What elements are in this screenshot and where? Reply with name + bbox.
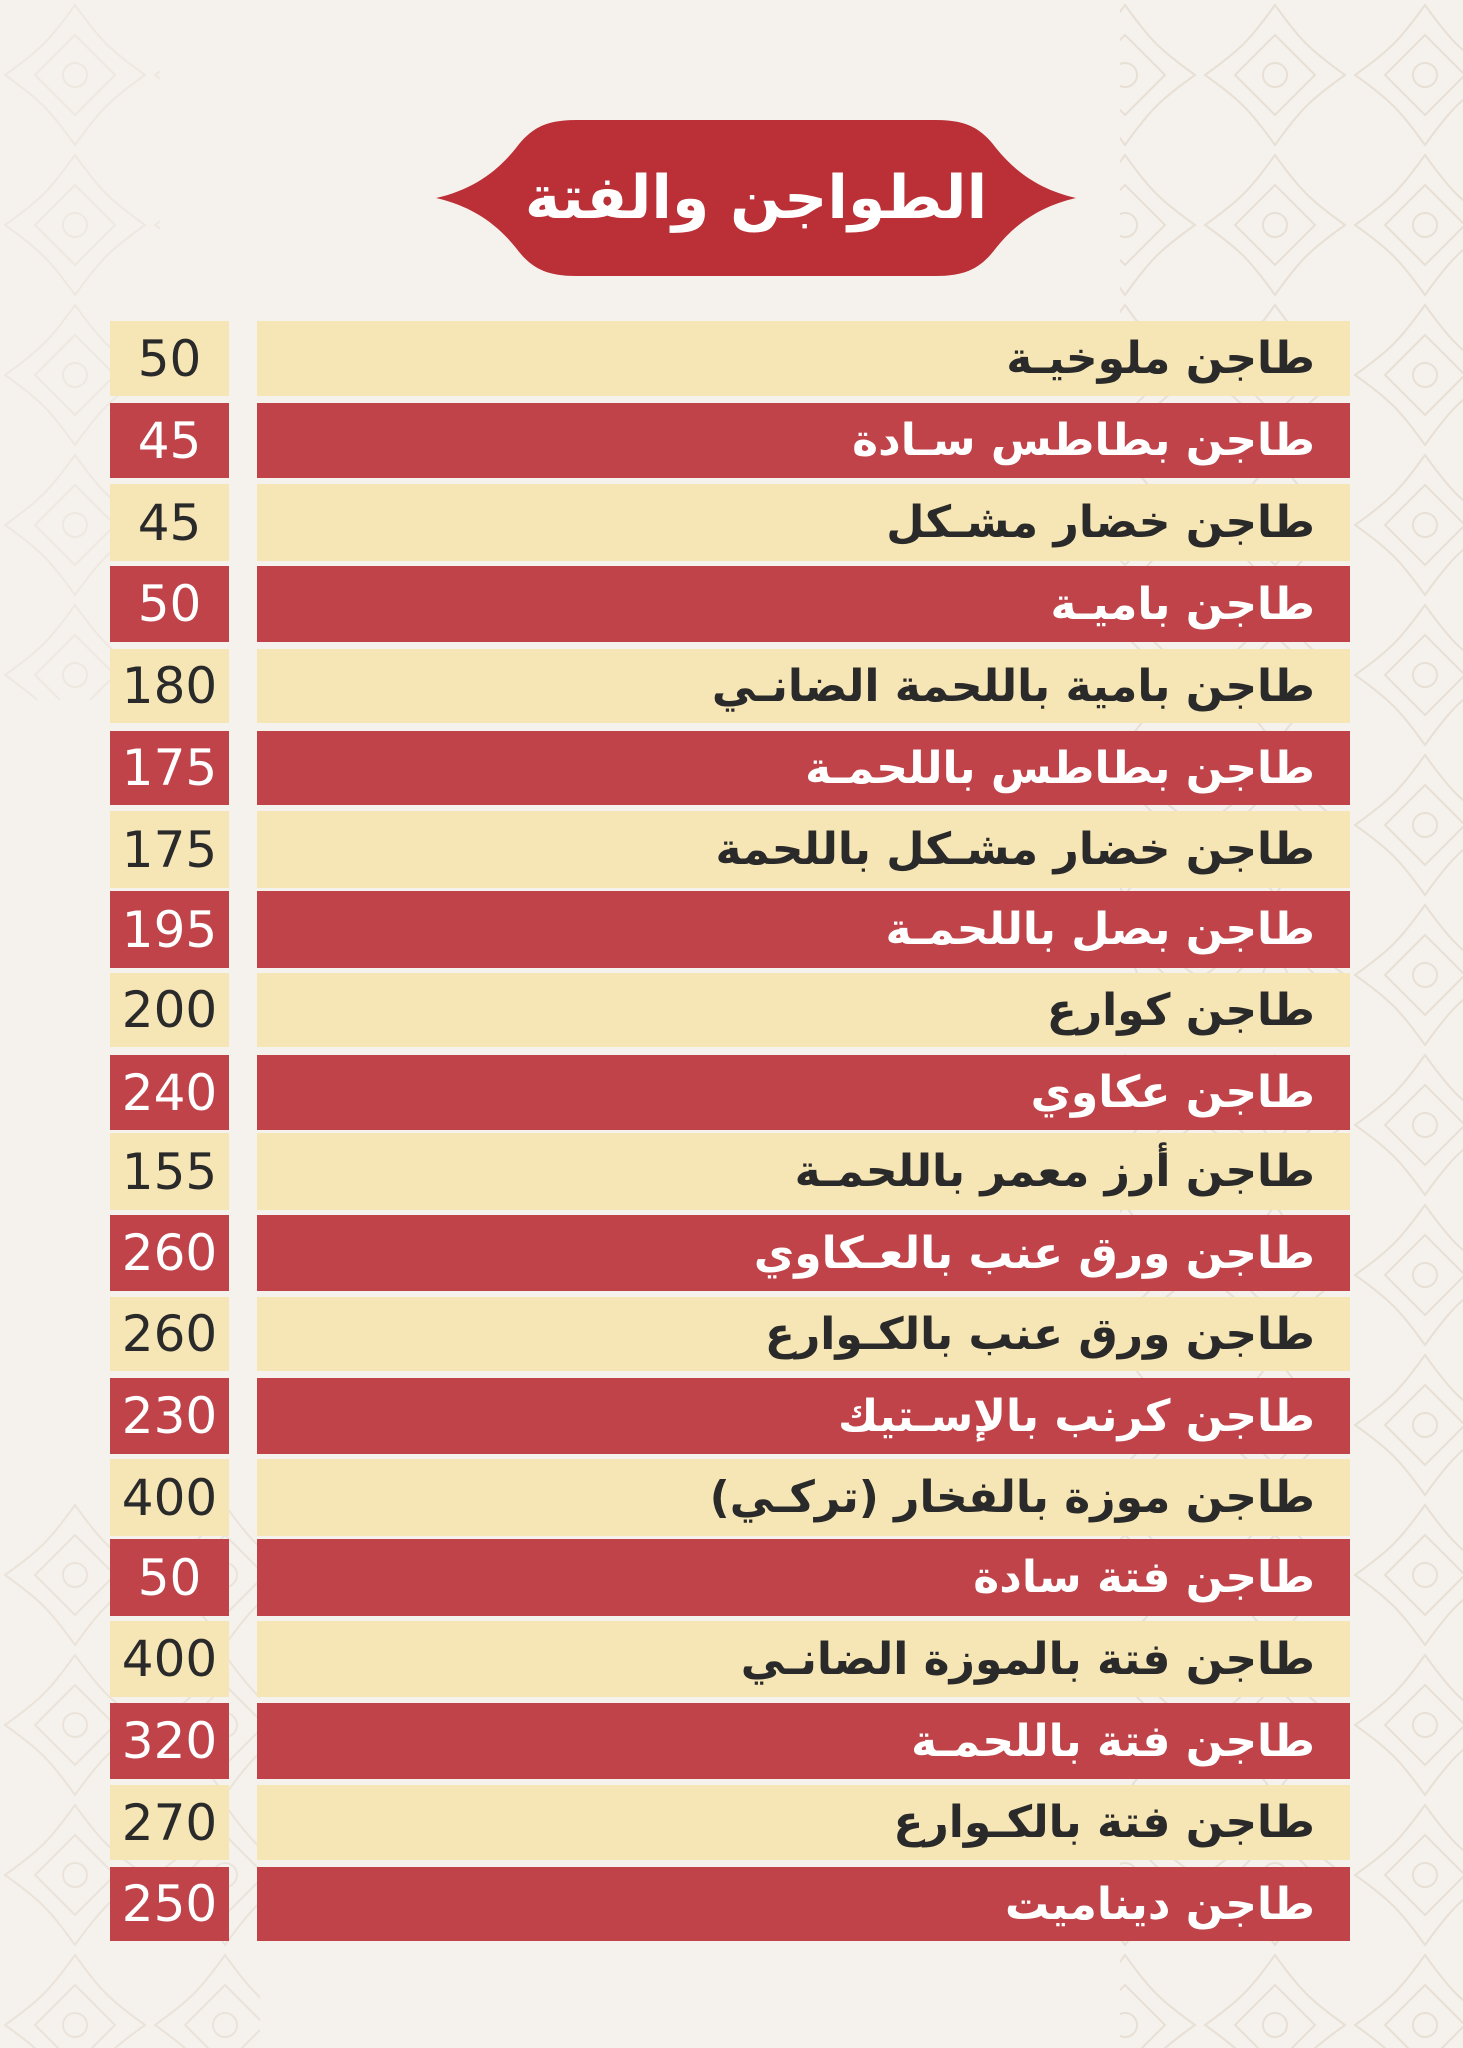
menu-item-price: 260 — [110, 1215, 229, 1291]
menu-item-price: 250 — [110, 1867, 229, 1941]
menu-item-price: 155 — [110, 1133, 229, 1210]
menu-item-price: 400 — [110, 1459, 229, 1536]
menu-item-name: طاجن باميـة — [257, 566, 1350, 642]
menu-item-price: 240 — [110, 1055, 229, 1130]
menu-item-name: طاجن ورق عنب بالكـوارع — [257, 1297, 1350, 1371]
menu-item-row — [0, 891, 1463, 968]
menu-item-name: طاجن خضار مشـكل باللحمة — [257, 811, 1350, 888]
menu-item-row — [0, 1867, 1463, 1941]
menu-item-name: طاجن ملوخيـة — [257, 321, 1350, 396]
menu-item-price: 230 — [110, 1378, 229, 1454]
menu-item-row — [0, 973, 1463, 1047]
menu-item-price: 200 — [110, 973, 229, 1047]
menu-item-name: طاجن عكاوي — [257, 1055, 1350, 1130]
menu-item-name: طاجن أرز معمر باللحمـة — [257, 1133, 1350, 1210]
menu-item-name: طاجن خضار مشـكل — [257, 484, 1350, 561]
menu-item-name: طاجن موزة بالفخار (تركـي) — [257, 1459, 1350, 1536]
menu-item-name: طاجن ورق عنب بالعـكاوي — [257, 1215, 1350, 1291]
menu-item-price: 400 — [110, 1621, 229, 1697]
menu-item-row — [0, 1539, 1463, 1616]
menu-item-price: 260 — [110, 1297, 229, 1371]
menu-item-row — [0, 484, 1463, 561]
menu-item-row — [0, 1055, 1463, 1130]
menu-item-name: طاجن كوارع — [257, 973, 1350, 1047]
menu-item-row — [0, 1459, 1463, 1536]
menu-item-row — [0, 1621, 1463, 1697]
menu-item-price: 50 — [110, 566, 229, 642]
menu-item-name: طاجن فتة بالموزة الضانـي — [257, 1621, 1350, 1697]
menu-item-price: 45 — [110, 403, 229, 478]
menu-item-price: 270 — [110, 1785, 229, 1860]
menu-item-row — [0, 811, 1463, 888]
menu-item-name: طاجن بطاطس سـادة — [257, 403, 1350, 478]
menu-item-price: 45 — [110, 484, 229, 561]
menu-item-name: طاجن بصل باللحمـة — [257, 891, 1350, 968]
menu-item-price: 195 — [110, 891, 229, 968]
menu-item-row — [0, 649, 1463, 723]
menu-item-price: 180 — [110, 649, 229, 723]
menu-item-row — [0, 1215, 1463, 1291]
menu-item-row — [0, 1703, 1463, 1779]
menu-item-row — [0, 1785, 1463, 1860]
menu-item-price: 320 — [110, 1703, 229, 1779]
menu-item-row — [0, 1133, 1463, 1210]
menu-item-row — [0, 321, 1463, 396]
menu-item-row — [0, 403, 1463, 478]
menu-item-price: 50 — [110, 321, 229, 396]
page-title: الطواجن والفتة — [524, 163, 988, 233]
menu-item-name: طاجن بطاطس باللحمـة — [257, 731, 1350, 805]
menu-item-name: طاجن فتة سادة — [257, 1539, 1350, 1616]
menu-item-name: طاجن فتة بالكـوارع — [257, 1785, 1350, 1860]
menu-item-row — [0, 731, 1463, 805]
menu-item-name: طاجن فتة باللحمـة — [257, 1703, 1350, 1779]
menu-item-price: 175 — [110, 731, 229, 805]
menu-item-price: 175 — [110, 811, 229, 888]
menu-item-price: 50 — [110, 1539, 229, 1616]
menu-item-row — [0, 1297, 1463, 1371]
menu-item-name: طاجن ديناميت — [257, 1867, 1350, 1941]
menu-item-name: طاجن كرنب بالإسـتيك — [257, 1378, 1350, 1454]
menu-item-name: طاجن بامية باللحمة الضانـي — [257, 649, 1350, 723]
menu-item-row — [0, 1378, 1463, 1454]
menu-item-row — [0, 566, 1463, 642]
